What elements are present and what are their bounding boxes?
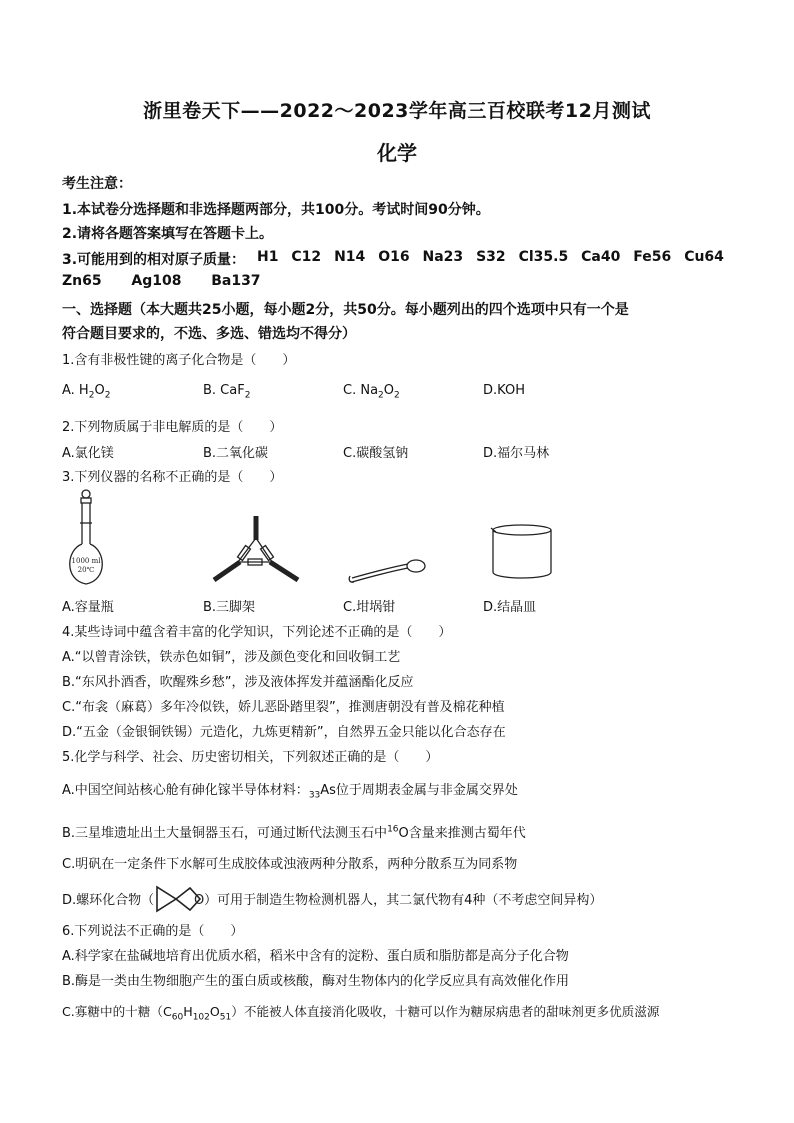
q3-option-b: B.三脚架: [203, 600, 256, 615]
q4-option-a: A.“以曾青涂铁，铁赤色如铜”，涉及颜色变化和回收铜工艺: [62, 650, 401, 665]
q5-a-text-2: As位于周期表金属与非金属交界处: [320, 783, 518, 798]
q1-a-sub2: 2: [104, 390, 111, 401]
q5-b-text-2: O含量来推测古蜀年代: [398, 826, 526, 841]
q4-option-b: B.“东风扑酒香，吹醒殊乡愁”，涉及液体挥发并蕴涵酯化反应: [62, 675, 414, 690]
mass-fe: Fe56: [633, 249, 672, 265]
q2-option-c: C.碳酸氢钠: [343, 446, 409, 461]
q1-option-c: [343, 383, 400, 401]
q3-stem: 3.下列仪器的名称不正确的是（ ）: [62, 470, 283, 485]
q1-b-text: B. CaF: [203, 383, 245, 398]
q4-option-d: D.“五金（金银铜铁锡）元造化，九炼更精新”，自然界五金只能以化合态存在: [62, 725, 506, 740]
q1-option-a: [62, 383, 110, 401]
q2-option-d: D.福尔马林: [483, 446, 550, 461]
q6-stem: 6.下列说法不正确的是（ ）: [62, 924, 244, 939]
svg-text:O: O: [194, 893, 205, 908]
q5-a-atomic-number: 33: [308, 790, 321, 801]
q2-option-b: B.二氧化碳: [203, 446, 269, 461]
q6-option-b: B.酶是一类由生物细胞产生的蛋白质或核酸，酶对生物体内的化学反应具有高效催化作用: [62, 974, 570, 989]
q1-a-text: A. H: [62, 383, 89, 398]
q5-d-text: D.螺环化合物（: [62, 893, 155, 908]
q2-stem: 2.下列物质属于非电解质的是（ ）: [62, 420, 283, 435]
mass-o: O16: [378, 249, 410, 265]
q6-option-a: A.科学家在盐碱地培育出优质水稻，稻米中含有的淀粉、蛋白质和脂肪都是高分子化合物: [62, 949, 569, 964]
atomic-mass-list-2: [62, 273, 261, 289]
q1-option-d: D.KOH: [483, 383, 525, 398]
q5-option-c: C.明矾在一定条件下水解可生成胶体或浊液两种分散系，两种分散系互为同系物: [62, 857, 518, 872]
q6-c-h: H: [183, 1004, 193, 1019]
mass-n: N14: [334, 249, 366, 265]
q3-option-c: C.坩埚钳: [343, 600, 396, 615]
mass-ba: Ba137: [211, 273, 261, 289]
mass-ag: Ag108: [131, 273, 182, 289]
q2-option-a: A.氯化镁: [62, 446, 114, 461]
mass-c: C12: [291, 249, 322, 265]
q6-c-text: C.寡糖中的十糖（C: [62, 1004, 172, 1019]
section-heading-line2: 符合题目要求的，不选、多选、错选均不得分）: [62, 326, 356, 342]
exam-title: 浙里卷天下——2022～2023学年高三百校联考12月测试: [143, 100, 651, 122]
q6-c-sub-o: 51: [219, 1012, 232, 1023]
notice-item-3: 3.可能用到的相对原子质量：: [62, 252, 246, 268]
q5-option-d: [62, 884, 602, 914]
q1-c-sub2: 2: [394, 390, 400, 401]
triangle-support-icon: [208, 514, 302, 584]
q5-stem: 5.化学与科学、社会、历史密切相关，下列叙述正确的是（ ）: [62, 750, 439, 765]
q5-a-text: A.中国空间站核心舱有砷化镓半导体材料：: [62, 783, 309, 798]
q5-option-a: [62, 779, 518, 801]
q6-c-sub-c: 60: [171, 1012, 184, 1023]
q1-c-sub1: 2: [378, 390, 384, 401]
q1-option-b: [203, 383, 250, 401]
flask-label-volume: 1000 ml: [71, 557, 101, 565]
q1-c-text: C. Na: [343, 383, 379, 398]
q3-option-d: D.结晶皿: [483, 600, 537, 615]
notice-item-2: 2.请将各题答案填写在答题卡上。: [62, 226, 274, 242]
q1-a-sub1: 2: [88, 390, 95, 401]
q5-b-text: B.三星堆遗址出土大量铜器玉石，可通过断代法测玉石中: [62, 826, 388, 841]
section-heading-line1: 一、选择题（本大题共25小题，每小题2分，共50分。每小题列出的四个选项中只有一个是: [62, 302, 629, 318]
q1-stem: 1.含有非极性键的离子化合物是（ ）: [62, 353, 296, 368]
q1-c-mid: O: [383, 383, 395, 398]
crystallizing-dish-icon: [488, 520, 556, 584]
mass-s: S32: [476, 249, 506, 265]
notice-item-1: 1.本试卷分选择题和非选择题两部分，共100分。考试时间90分钟。: [62, 202, 490, 218]
q6-option-c: [62, 1001, 659, 1023]
mass-zn: Zn65: [62, 273, 102, 289]
volumetric-flask-icon: [64, 488, 108, 586]
q6-c-sub-h: 102: [192, 1012, 210, 1023]
notice-heading: 考生注意：: [62, 176, 132, 192]
subject-title: 化学: [377, 141, 417, 165]
flask-label-temp: 20℃: [77, 566, 95, 574]
mass-cu: Cu64: [684, 249, 724, 265]
q6-c-o: O: [209, 1004, 220, 1019]
q5-option-b: [62, 822, 526, 841]
mass-na: Na23: [422, 249, 464, 265]
q4-option-c: C.“布衾（麻葛）多年冷似铁，娇儿恶卧踏里裂”，推测唐朝没有普及棉花种植: [62, 700, 505, 715]
spiro-compound-structure-icon: [154, 884, 204, 914]
mass-ca: Ca40: [581, 249, 621, 265]
atomic-mass-list-1: [257, 249, 724, 265]
q6-c-text-2: ）不能被人体直接消化吸收，十糖可以作为糖尿病患者的甜味剂更多优质滋源: [231, 1004, 660, 1019]
q4-stem: 4.某些诗词中蕴含着丰富的化学知识，下列论述不正确的是（ ）: [62, 625, 452, 640]
crucible-tongs-icon: [348, 556, 428, 584]
mass-h: H1: [257, 249, 279, 265]
q1-a-mid: O: [94, 383, 105, 398]
mass-cl: Cl35.5: [518, 249, 569, 265]
q3-option-a: A.容量瓶: [62, 600, 114, 615]
q5-d-text-2: ）可用于制造生物检测机器人，其二氯代物有4种（不考虑空间异构）: [204, 893, 603, 908]
q5-b-mass-number: 16: [387, 824, 399, 835]
q1-b-sub1: 2: [244, 390, 251, 401]
